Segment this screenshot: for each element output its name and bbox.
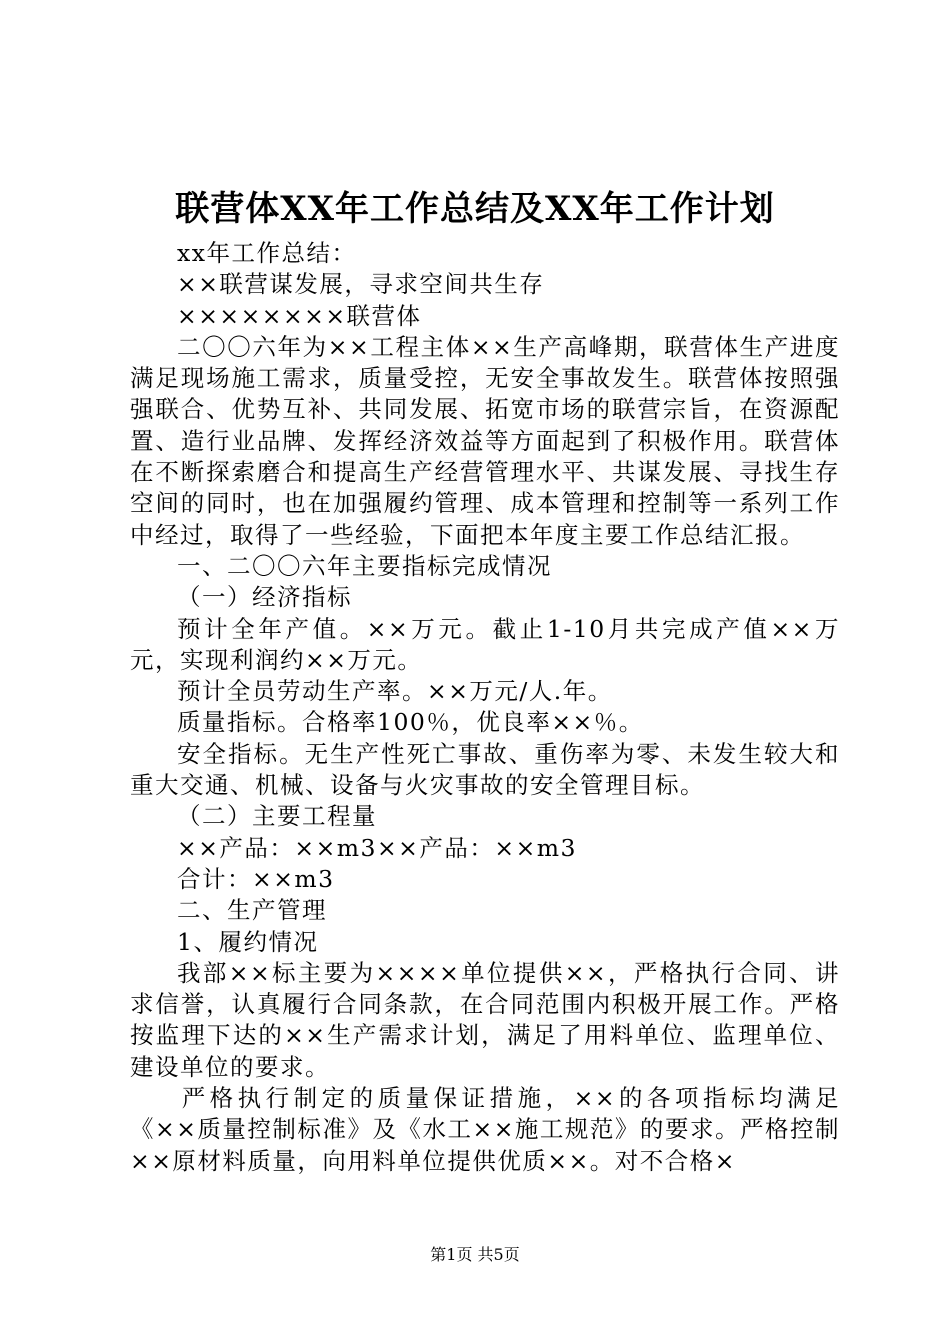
page-footer: 第1页 共5页	[430, 1245, 520, 1264]
paragraph: 严格执行制定的质量保证措施，××的各项指标均满足《××质量控制标准》及《水工××施工规范》的要求。严格控制××原材料质量，向用料单位提供优质××。对不合格×	[130, 1084, 840, 1175]
paragraph: 1、履约情况	[177, 927, 319, 956]
paragraph: ××产品：××m3××产品：××m3	[177, 833, 577, 862]
paragraph: 一、二〇〇六年主要指标完成情况	[177, 551, 552, 580]
paragraph: xx年工作总结：	[177, 239, 357, 267]
paragraph: 安全指标。无生产性死亡事故、重伤率为零、未发生较大和重大交通、机械、设备与火灾事故的安全管理目标。	[130, 739, 840, 800]
paragraph: （一）经济指标	[177, 583, 352, 612]
paragraph: ××××××××联营体	[177, 301, 422, 330]
paragraph: 二〇〇六年为××工程主体××生产高峰期，联营体生产进度满足现场施工需求，质量受控，无安全事故发生。联营体按照强强联合、优势互补、共同发展、拓宽市场的联营宗旨，在资源配置、造行业品牌、发挥经济效益等方面起到了积极作用。联营体在不断探索磨合和提高生产经营管理水平、共谋发展、寻找生存空间的同时，也在加强履约管理、成本管理和控制等一系列工作中经过，取得了一些经验，下面把本年度主要工作总结汇报。	[130, 332, 840, 549]
paragraph: 预计全员劳动生产率。××万元/人.年。	[177, 677, 613, 706]
paragraph: ××联营谋发展，寻求空间共生存	[177, 270, 545, 299]
paragraph: 我部××标主要为××××单位提供××，严格执行合同、讲求信誉，认真履行合同条款，在合同范围内积极开展工作。严格按监理下达的××生产需求计划，满足了用料单位、监理单位、建设单位的要求。	[130, 958, 840, 1081]
paragraph: 合计：××m3	[177, 864, 335, 893]
paragraph: 质量指标。合格率100％，优良率××％。	[177, 708, 644, 737]
paragraph: 二、生产管理	[177, 896, 327, 925]
document-body	[130, 238, 840, 1177]
paragraph: 预计全年产值。××万元。截止1-10月共完成产值××万元，实现利润约××万元。	[130, 614, 840, 674]
paragraph: （二）主要工程量	[177, 802, 377, 831]
document-title: 联营体XX年工作总结及XX年工作计划	[175, 189, 775, 229]
